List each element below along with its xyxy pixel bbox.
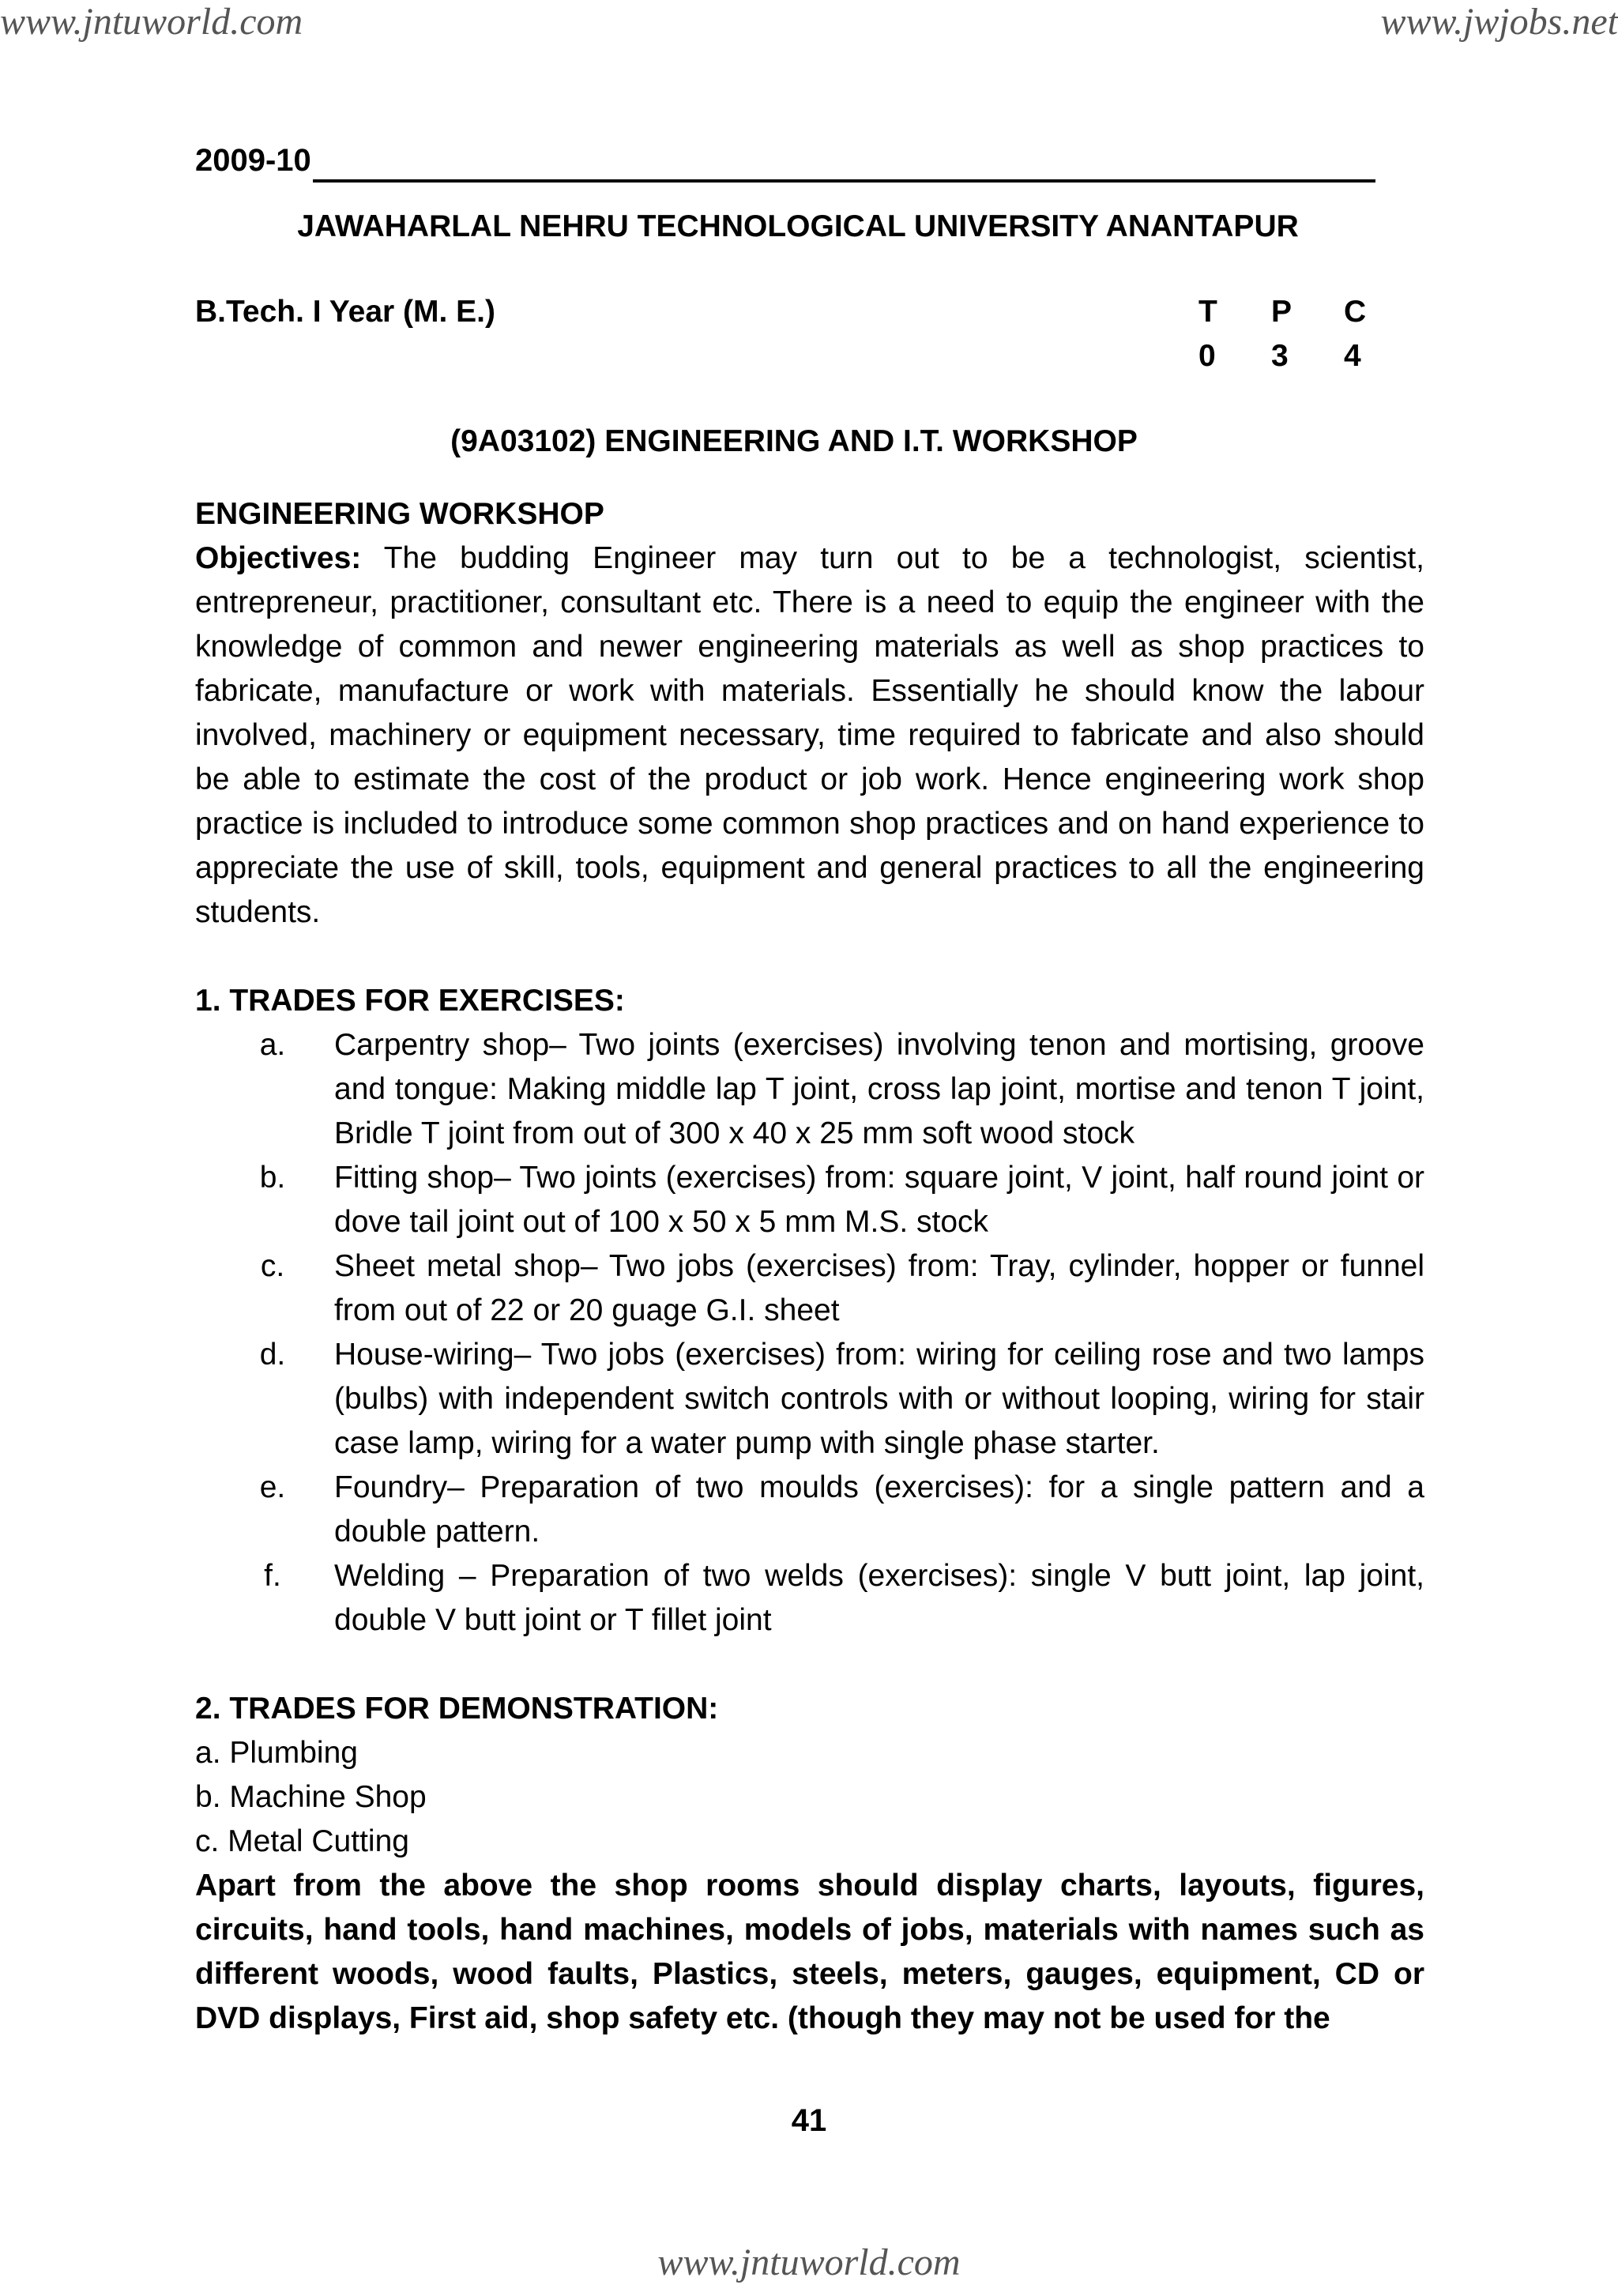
list-item: d. House-wiring– Two jobs (exercises) from: wiring for ceiling rose and two lamps (bulbs) with independent switch controls with or without looping, wiring for stair case lamp, wiring for a water pump with single phase starter. bbox=[259, 1338, 1424, 1460]
tpc-grid bbox=[1198, 290, 1404, 378]
engineering-workshop-heading: ENGINEERING WORKSHOP bbox=[195, 497, 604, 531]
page-number: 41 bbox=[791, 2103, 827, 2138]
list-item: b. Machine Shop bbox=[195, 1780, 427, 1814]
year-label: 2009-10 bbox=[195, 143, 311, 178]
course-title: B.Tech. I Year (M. E.) bbox=[195, 295, 496, 329]
tpc-value-t: 0 bbox=[1198, 339, 1216, 373]
tpc-label-p: P bbox=[1271, 295, 1293, 329]
tpc-label-c: C bbox=[1344, 295, 1367, 329]
trades-demonstration-list bbox=[195, 1731, 1424, 1864]
objectives-text: The budding Engineer may turn out to be a technologist, scientist, entrepreneur, practitioner, consultant etc. There is a need to equip the engineer with the knowledge of common and newer engineering materials as well as shop practices to fabricate, manufacture or work with materials. Essentially he should know the labour involved, machinery or equipment necessary, time required to fabricate and also should be able to estimate the cost of the product or job work. Hence engineering work shop practice is included to introduce some common shop practices and on hand experience to appreciate the use of skill, tools, equipment and general practices to all the engineering students. bbox=[195, 541, 1424, 929]
list-item: e. Foundry– Preparation of two moulds (exercises): for a single pattern and a double pattern. bbox=[259, 1470, 1424, 1549]
list-item: f. Welding – Preparation of two welds (exercises): single V butt joint, lap joint, double V butt joint or T fillet joint bbox=[264, 1559, 1424, 1637]
academic-year bbox=[195, 138, 1424, 183]
watermark-bottom: www.jntuworld.com bbox=[657, 2241, 961, 2283]
trades-exercises-heading: 1. TRADES FOR EXERCISES: bbox=[195, 984, 625, 1018]
display-note-paragraph: Apart from the above the shop rooms should display charts, layouts, figures, circuits, hand tools, hand machines, models of jobs, materials with names such as different woods, wood faults, Plastics, steels, meters, gauges, equipment, CD or DVD displays, First aid, shop safety etc. (though they may not be used for the bbox=[195, 1869, 1424, 2035]
subject-title: (9A03102) ENGINEERING AND I.T. WORKSHOP bbox=[450, 424, 1138, 458]
tpc-value-p: 3 bbox=[1271, 339, 1289, 373]
watermark-top-left: www.jntuworld.com bbox=[0, 1, 303, 43]
list-item: a. Plumbing bbox=[195, 1736, 358, 1770]
tpc-label-t: T bbox=[1198, 295, 1217, 329]
list-item: c. Sheet metal shop– Two jobs (exercises) from: Tray, cylinder, hopper or funnel from out of 22 or 20 guage G.I. sheet bbox=[260, 1249, 1424, 1327]
objectives-paragraph bbox=[195, 536, 1424, 935]
objectives-label: Objectives: bbox=[195, 541, 362, 575]
list-item: b. Fitting shop– Two joints (exercises) from: square joint, V joint, half round joint or dove tail joint out of 100 x 50 x 5 mm M.S. stock bbox=[259, 1161, 1424, 1239]
list-item: a. Carpentry shop– Two joints (exercises) involving tenon and mortising, groove and tongue: Making middle lap T joint, cross lap joint, mortise and tenon T joint, Bridle T joint from out of 300 x 40 x 25 mm soft wood stock bbox=[259, 1028, 1424, 1150]
watermark-top-right: www.jwjobs.net bbox=[1380, 1, 1618, 43]
tpc-value-c: 4 bbox=[1344, 339, 1361, 373]
list-item: c. Metal Cutting bbox=[195, 1824, 409, 1858]
year-underline bbox=[313, 149, 1375, 183]
page-content bbox=[195, 138, 1424, 2041]
university-name: JAWAHARLAL NEHRU TECHNOLOGICAL UNIVERSITY ANANTAPUR bbox=[297, 209, 1299, 243]
trades-demonstration-heading: 2. TRADES FOR DEMONSTRATION: bbox=[195, 1692, 719, 1726]
course-row bbox=[195, 290, 1424, 378]
trades-exercises-list bbox=[195, 1023, 1424, 1643]
